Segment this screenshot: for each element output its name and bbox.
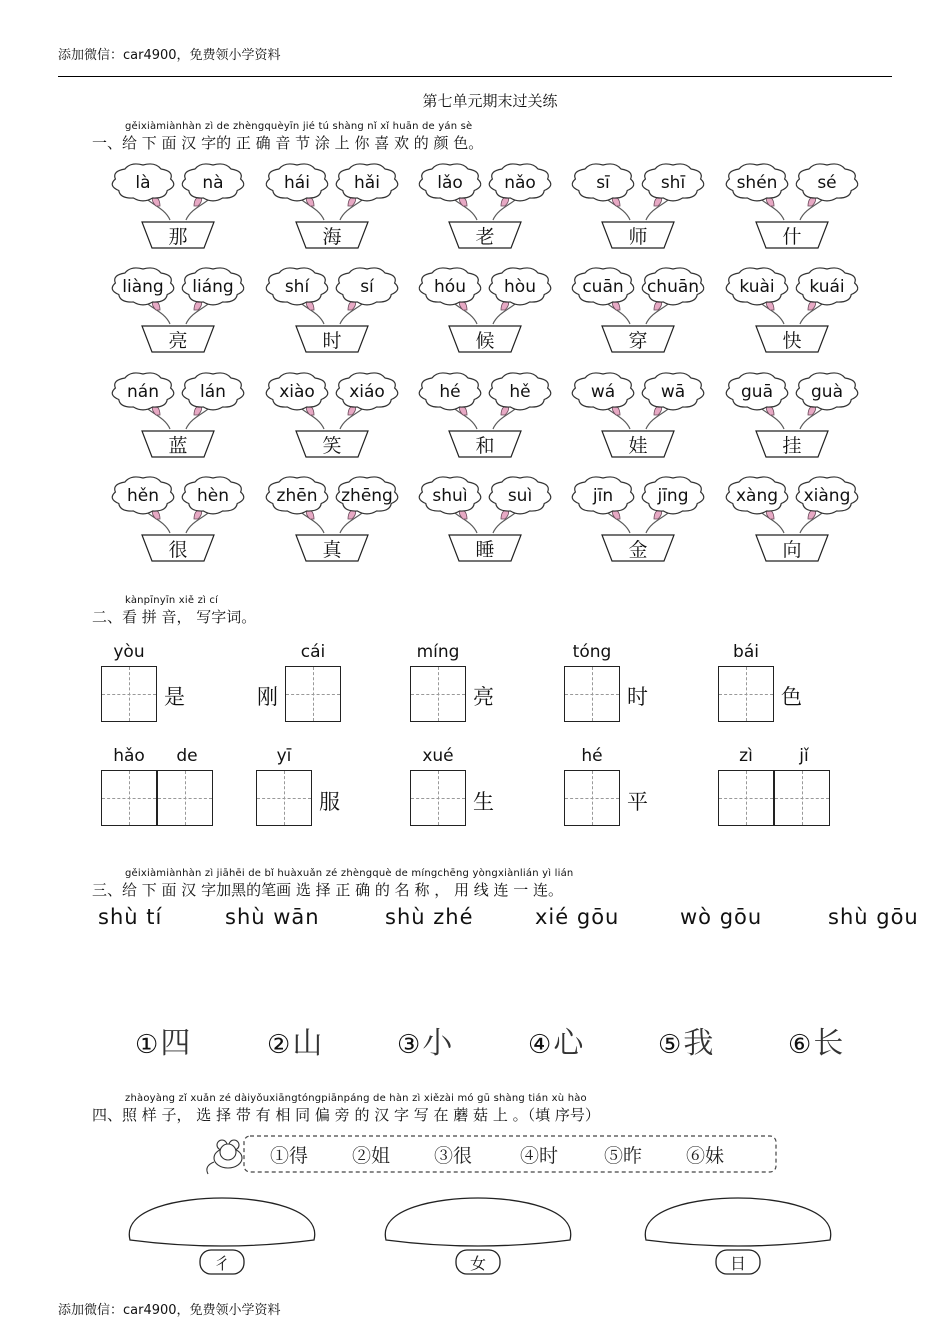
cloud-right[interactable] — [489, 477, 551, 514]
pot-item — [266, 373, 398, 457]
stroke-char-item[interactable] — [528, 1018, 583, 1062]
cloud-right[interactable] — [796, 477, 858, 514]
cloud-left[interactable] — [419, 373, 481, 410]
cloud-left[interactable] — [572, 164, 634, 201]
pinyin-option: shuì — [432, 486, 468, 506]
cloud-left[interactable] — [726, 268, 788, 305]
cloud-left[interactable] — [726, 164, 788, 201]
pinyin-option: xàng — [735, 486, 779, 506]
cloud-left[interactable] — [112, 268, 174, 305]
mushroom[interactable] — [385, 1198, 570, 1274]
pinyin-option: hái — [284, 173, 310, 193]
cloud-left[interactable] — [572, 268, 634, 305]
header-divider — [58, 76, 892, 77]
s2-pinyin: kànpīnyīn xiě zì cí — [125, 595, 219, 606]
mushroom[interactable] — [129, 1198, 314, 1274]
pinyin-option: kuài — [739, 277, 775, 297]
cloud-left[interactable] — [266, 373, 328, 410]
stroke-name[interactable]: xié gōu — [535, 905, 620, 929]
cloud-right[interactable] — [489, 164, 551, 201]
pinyin-option: zhēn — [276, 486, 318, 506]
pot-char: 和 — [475, 435, 495, 457]
cloud-right[interactable] — [336, 268, 398, 305]
pot-item — [572, 477, 704, 561]
writing-area — [0, 630, 950, 850]
stroke-name[interactable]: shù gōu — [828, 905, 919, 929]
pot-item — [266, 164, 398, 248]
pinyin-option: liàng — [122, 277, 164, 297]
radical-label: 女 — [469, 1254, 487, 1273]
pinyin-option: sí — [360, 277, 374, 297]
pot-item — [726, 268, 858, 352]
cloud-left[interactable] — [572, 477, 634, 514]
pot-item — [419, 373, 551, 457]
pot-item — [572, 268, 704, 352]
pinyin-option: lǎo — [437, 173, 463, 193]
cloud-right[interactable] — [796, 268, 858, 305]
option-char[interactable]: ④时 — [520, 1145, 559, 1167]
cloud-right[interactable] — [796, 164, 858, 201]
cloud-right[interactable] — [642, 373, 704, 410]
pot-item — [112, 477, 244, 561]
given-char: 是 — [164, 685, 185, 709]
cloud-left[interactable] — [266, 477, 328, 514]
pinyin-prompt: yòu — [113, 642, 145, 662]
pinyin-prompt: jǐ — [799, 746, 809, 766]
stroke-name[interactable]: shù zhé — [385, 905, 474, 929]
item-number: ② — [267, 1030, 291, 1060]
pinyin-option: wá — [590, 382, 616, 402]
cloud-left[interactable] — [419, 268, 481, 305]
stroke-char-item[interactable] — [267, 1018, 322, 1062]
pinyin-prompt: de — [176, 746, 198, 766]
option-char[interactable]: ②姐 — [352, 1145, 391, 1167]
pinyin-option: hé — [439, 382, 461, 402]
pinyin-prompt: cái — [300, 642, 326, 662]
pinyin-option: hòu — [504, 277, 536, 297]
pinyin-option: hěn — [126, 486, 160, 506]
pot-char: 金 — [628, 539, 648, 561]
cloud-right[interactable] — [489, 373, 551, 410]
pot-item — [726, 164, 858, 248]
pinyin-option: hèn — [196, 486, 230, 506]
cloud-right[interactable] — [182, 268, 244, 305]
option-char[interactable]: ①得 — [270, 1145, 309, 1167]
pinyin-option: là — [135, 173, 151, 193]
writing-cell[interactable] — [774, 770, 830, 826]
pinyin-option: hóu — [434, 277, 466, 297]
stroke-name[interactable]: shù tí — [98, 905, 163, 929]
pot-char: 向 — [782, 539, 802, 561]
pot-item — [726, 477, 858, 561]
pot-item — [726, 373, 858, 457]
stroke-char-item[interactable] — [135, 1018, 190, 1062]
pinyin-prompt: bái — [733, 642, 759, 662]
pinyin-prompt: yī — [276, 746, 292, 766]
cloud-right[interactable] — [489, 268, 551, 305]
writing-cell[interactable] — [410, 666, 466, 722]
pinyin-option: nà — [202, 173, 224, 193]
cloud-left[interactable] — [726, 477, 788, 514]
item-number: ⑥ — [788, 1030, 812, 1060]
option-char[interactable]: ③很 — [434, 1145, 473, 1167]
writing-cell[interactable] — [285, 666, 341, 722]
s3-pinyin: gěixiàmiànhàn zì jiāhēi de bǐ huàxuǎn zé zhèngquè de míngchēng yòngxiànlián yì lián — [125, 868, 574, 879]
cloud-left[interactable] — [419, 164, 481, 201]
cloud-right[interactable] — [182, 373, 244, 410]
pot-item — [572, 373, 704, 457]
item-number: ③ — [397, 1030, 421, 1060]
cloud-right[interactable] — [182, 477, 244, 514]
pinyin-prompt: hǎo — [113, 746, 145, 766]
stroke-names — [0, 905, 950, 939]
pinyin-prompt: tóng — [572, 642, 612, 662]
item-number: ① — [135, 1030, 159, 1060]
pot-char: 很 — [168, 539, 188, 561]
pinyin-option: nán — [127, 382, 159, 402]
cloud-left[interactable] — [112, 477, 174, 514]
stroke-name[interactable]: shù wān — [225, 905, 320, 929]
outlined-char: 四 — [160, 1026, 191, 1061]
options-box — [200, 1128, 790, 1180]
s4-pinyin: zhàoyàng zǐ xuǎn zé dàiyǒuxiāngtóngpiānpáng de hàn zì xiězài mó gū shàng tián xù hào — [125, 1093, 587, 1104]
pinyin-prompt: míng — [416, 642, 460, 662]
cloud-left[interactable] — [112, 164, 174, 201]
writing-cell[interactable] — [564, 666, 620, 722]
option-char[interactable]: ⑤昨 — [604, 1145, 643, 1167]
pinyin-option: sé — [817, 173, 837, 193]
s4-instruction: 四、照 样 子， 选 择 带 有 相 同 偏 旁 的 汉 字 写 在 蘑 菇 上 。（填 序号） — [92, 1106, 600, 1124]
pot-item — [266, 477, 398, 561]
mushroom[interactable] — [645, 1198, 830, 1274]
pinyin-option: hě — [509, 382, 531, 402]
cloud-right[interactable] — [642, 164, 704, 201]
mouse-icon — [207, 1140, 242, 1174]
pot-grid — [0, 150, 950, 580]
pot-char: 蓝 — [168, 435, 188, 457]
given-char: 亮 — [473, 685, 494, 709]
pot-char: 海 — [322, 226, 342, 248]
pot-char: 什 — [782, 226, 802, 248]
cloud-right[interactable] — [642, 268, 704, 305]
pinyin-option: shī — [660, 173, 686, 193]
pot-char: 师 — [628, 226, 648, 248]
pot-char: 老 — [475, 226, 495, 248]
pinyin-option: chuān — [646, 277, 700, 297]
cloud-right[interactable] — [336, 373, 398, 410]
cloud-left[interactable] — [266, 268, 328, 305]
pot-char: 时 — [322, 330, 342, 352]
cloud-left[interactable] — [266, 164, 328, 201]
writing-cell[interactable] — [718, 666, 774, 722]
pinyin-prompt: zì — [739, 746, 753, 766]
writing-cell[interactable] — [718, 770, 774, 826]
item-number: ④ — [528, 1030, 552, 1060]
cloud-right[interactable] — [336, 164, 398, 201]
s1-pinyin: gěixiàmiànhàn zì de zhèngquèyīn jié tú shàng nǐ xǐ huān de yán sè — [125, 121, 473, 132]
pot-char: 娃 — [628, 435, 648, 457]
pot-item — [419, 477, 551, 561]
pinyin-option: sī — [596, 173, 610, 193]
given-char: 色 — [781, 685, 802, 709]
pinyin-option: xiáo — [349, 382, 385, 402]
option-char[interactable]: ⑥妹 — [686, 1145, 725, 1167]
pinyin-option: shí — [284, 277, 310, 297]
radical-label: 彳 — [213, 1254, 231, 1273]
pot-item — [112, 268, 244, 352]
stroke-name[interactable]: wò gōu — [680, 905, 763, 929]
stroke-char-item[interactable] — [658, 1018, 713, 1062]
pinyin-option: jīn — [592, 486, 614, 506]
pot-item — [419, 164, 551, 248]
s2-instruction: 二、看 拼 音， 写字词。 — [92, 608, 257, 626]
pinyin-option: guà — [811, 382, 843, 402]
outlined-char: 山 — [292, 1026, 323, 1061]
pinyin-option: suì — [507, 486, 533, 506]
pinyin-option: liáng — [192, 277, 234, 297]
pinyin-option: xiào — [279, 382, 315, 402]
given-char: 服 — [319, 790, 340, 814]
stroke-chars — [0, 1018, 950, 1061]
mushroom-cap — [645, 1198, 830, 1246]
cloud-left[interactable] — [419, 477, 481, 514]
footer-note: 添加微信：car4900，免费领小学资料 — [58, 1303, 281, 1318]
pot-item — [112, 373, 244, 457]
cloud-right[interactable] — [796, 373, 858, 410]
outlined-char: 长 — [813, 1026, 844, 1061]
item-number: ⑤ — [658, 1030, 682, 1060]
pot-item — [419, 268, 551, 352]
pot-char: 那 — [168, 226, 188, 248]
pinyin-option: guā — [741, 382, 773, 402]
pinyin-option: hǎi — [354, 173, 380, 193]
cloud-left[interactable] — [726, 373, 788, 410]
stroke-char-item[interactable] — [397, 1018, 452, 1062]
pinyin-option: zhēng — [341, 486, 393, 506]
pot-char: 挂 — [782, 435, 802, 457]
writing-cell[interactable] — [410, 770, 466, 826]
pot-item — [112, 164, 244, 248]
pinyin-option: kuái — [809, 277, 845, 297]
outlined-char: 我 — [683, 1026, 714, 1061]
stroke-char-item[interactable] — [788, 1018, 843, 1062]
given-char: 生 — [473, 790, 494, 814]
pinyin-option: wā — [660, 382, 686, 402]
mushroom-cap — [129, 1198, 314, 1246]
writing-cell[interactable] — [256, 770, 312, 826]
writing-cell[interactable] — [101, 770, 157, 826]
given-char: 刚 — [257, 685, 278, 709]
cloud-right[interactable] — [336, 477, 398, 514]
pot-char: 笑 — [322, 435, 342, 457]
pinyin-prompt: hé — [581, 746, 603, 766]
pinyin-option: xiàng — [803, 486, 851, 506]
outlined-char: 心 — [553, 1026, 584, 1061]
pinyin-option: jīng — [657, 486, 689, 506]
header-note: 添加微信：car4900，免费领小学资料 — [58, 48, 281, 63]
pot-item — [266, 268, 398, 352]
cloud-left[interactable] — [572, 373, 634, 410]
cloud-right[interactable] — [182, 164, 244, 201]
pinyin-option: nǎo — [504, 173, 536, 193]
writing-cell[interactable] — [564, 770, 620, 826]
pot-char: 睡 — [475, 539, 495, 561]
s3-instruction: 三、给 下 面 汉 字加黑的笔画 选 择 正 确 的 名 称 ， 用 线 连 一 连。 — [92, 881, 564, 899]
radical-label: 日 — [729, 1254, 747, 1273]
pot-char: 候 — [475, 330, 495, 352]
pot-char: 穿 — [628, 330, 648, 352]
pinyin-option: cuān — [582, 277, 624, 297]
outlined-char: 小 — [422, 1026, 453, 1061]
page-title: 第七单元期末过关练 — [422, 92, 558, 110]
pinyin-option: shén — [736, 173, 778, 193]
s1-instruction: 一、给 下 面 汉 字的 正 确 音 节 涂 上 你 喜 欢 的 颜 色。 — [92, 134, 484, 152]
pinyin-prompt: xué — [422, 746, 454, 766]
given-char: 平 — [627, 790, 648, 814]
pot-char: 真 — [322, 539, 342, 561]
writing-cell[interactable] — [157, 770, 213, 826]
writing-cell[interactable] — [101, 666, 157, 722]
pot-char: 亮 — [168, 330, 188, 352]
mushroom-cap — [385, 1198, 570, 1246]
cloud-left[interactable] — [112, 373, 174, 410]
mushrooms — [0, 1190, 950, 1280]
pot-item — [572, 164, 704, 248]
pot-char: 快 — [782, 330, 802, 352]
cloud-right[interactable] — [642, 477, 704, 514]
pinyin-option: lán — [200, 382, 226, 402]
given-char: 时 — [627, 685, 648, 709]
